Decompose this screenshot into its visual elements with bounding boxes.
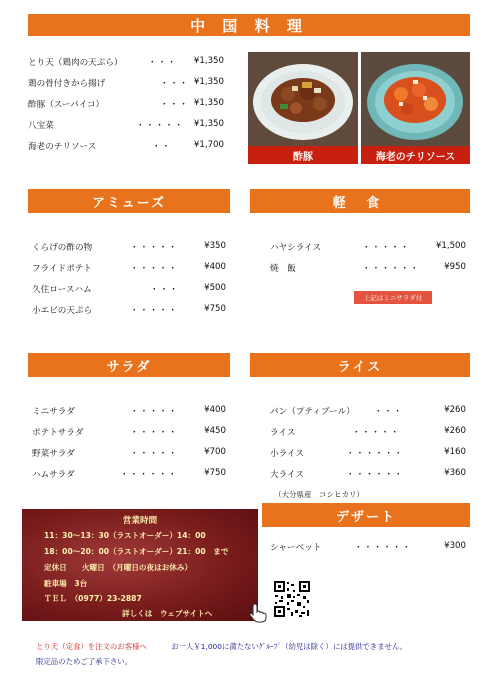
menu-item-dots: ・・・ (150, 285, 179, 295)
salad-header: サラダ (28, 353, 230, 377)
keishoku-note: 上記はミニサラダ付 (354, 291, 432, 304)
menu-item-price: ¥950 (444, 262, 466, 272)
footer-notice-rest: お一人￥1,000に満たないｸﾞﾙｰﾌﾟ（幼児は除く）には提供できません。 (171, 642, 408, 651)
rice-origin-note: （大分県産 コシヒカリ） (274, 490, 364, 499)
closed-days: 定休日 火曜日 （月曜日の夜はお休み） (44, 563, 193, 572)
menu-item-name: 焼 飯 (270, 264, 296, 274)
website-note: 詳しくは ウェブサイトへ (122, 609, 213, 618)
menu-item-dots: ・・・・・ (352, 428, 400, 438)
footer-line-1 (36, 641, 407, 652)
amuse-header: アミューズ (28, 189, 230, 213)
menu-item-name: 小ライス (270, 449, 305, 459)
photo-caption: 海老のチリソース (361, 146, 470, 164)
menu-item-price: ¥400 (204, 405, 226, 415)
menu-item-dots: ・・・・・ (130, 243, 178, 253)
menu-item-name: 酢豚（スーパイコ） (28, 100, 105, 110)
menu-item-dots: ・・・ (374, 407, 403, 417)
menu-item-name: くらげの酢の物 (32, 243, 93, 253)
menu-item-name: ライス (270, 428, 296, 438)
menu-item-price: ¥400 (204, 262, 226, 272)
menu-item-dots: ・・・・・ (136, 121, 184, 131)
menu-item-price: ¥750 (204, 468, 226, 478)
menu-item-price: ¥1,350 (193, 98, 224, 108)
menu-item-dots: ・・・・・ (130, 449, 178, 459)
menu-item-dots: ・・・・・ (130, 407, 178, 417)
dessert-header: デザート (262, 503, 470, 527)
menu-item-price: ¥500 (204, 283, 226, 293)
menu-item-name: 海老のチリソース (28, 142, 97, 152)
menu-item-name: 野菜サラダ (32, 449, 75, 459)
menu-item-price: ¥450 (204, 426, 226, 436)
menu-item-name: 久住ロースハム (32, 285, 92, 295)
menu-item-price: ¥350 (204, 241, 226, 251)
parking-info: 駐車場 3台 (44, 579, 88, 588)
menu-item-name: ポテトサラダ (32, 428, 84, 438)
menu-item-price: ¥300 (444, 541, 466, 551)
footer-line-2: 限定品のためご了承下さい。 (36, 657, 133, 666)
menu-item-name: 八宝菜 (28, 121, 54, 131)
menu-item-dots: ・・・・・ (130, 428, 178, 438)
keishoku-header: 軽 食 (250, 189, 470, 213)
menu-item-dots: ・・・・・・ (346, 470, 404, 480)
chuka-header: 中 国 料 理 (28, 14, 470, 36)
menu-item-name: シャーベット (270, 543, 322, 553)
footer-notice-red: とり天（定食）を注文のお客様へ (36, 642, 147, 651)
subuta-photo (248, 52, 358, 164)
menu-item-dots: ・・・・・ (362, 243, 410, 253)
menu-item-name: 小エビの天ぷら (32, 306, 93, 316)
dinner-hours: 18：00～20：00（ラストオーダー）21：00 まで (44, 547, 229, 556)
menu-item-name: ミニサラダ (32, 407, 75, 417)
photo-caption: 酢豚 (248, 146, 358, 164)
menu-item-price: ¥1,350 (193, 119, 224, 129)
menu-item-dots: ・・・・・ (130, 306, 178, 316)
menu-item-price: ¥1,500 (435, 241, 466, 251)
menu-item-name: ハムサラダ (32, 470, 75, 480)
menu-item-dots: ・・・・・・ (362, 264, 420, 274)
menu-item-price: ¥700 (204, 447, 226, 457)
business-hours-title: 営業時間 (122, 516, 158, 526)
menu-item-name: パン（プティブール） (270, 407, 355, 417)
menu-item-name: 鶏の骨付きから揚げ (28, 79, 106, 89)
menu-item-price: ¥260 (444, 405, 466, 415)
qr-code-icon[interactable] (273, 580, 311, 618)
menu-item-dots: ・・・・・・ (354, 543, 412, 553)
menu-item-price: ¥1,700 (193, 140, 224, 150)
menu-item-price: ¥1,350 (193, 56, 224, 66)
menu-item-price: ¥750 (204, 304, 226, 314)
menu-item-price: ¥160 (444, 447, 466, 457)
menu-item-price: ¥1,350 (193, 77, 224, 87)
menu-item-price: ¥360 (444, 468, 466, 478)
menu-item-name: ハヤシライス (270, 243, 322, 253)
business-info-panel (22, 509, 258, 621)
rice-header: ライス (250, 353, 470, 377)
menu-item-dots: ・・・・・・ (346, 449, 404, 459)
menu-item-name: フライドポテト (32, 264, 92, 274)
menu-item-dots: ・・・ (160, 100, 189, 110)
menu-item-dots: ・・ (152, 142, 172, 152)
tel-info: ＴＥＬ （0977）23-2887 (44, 594, 142, 603)
ebichili-photo (361, 52, 470, 164)
menu-item-dots: ・・・・・・ (120, 470, 178, 480)
lunch-hours: 11：30～13：30（ラストオーダー）14：00 (44, 531, 206, 540)
menu-item-dots: ・・・ (148, 58, 177, 68)
menu-item-dots: ・・・・・ (130, 264, 178, 274)
menu-item-dots: ・・・ (160, 79, 189, 89)
hand-pointer-icon (249, 603, 267, 623)
menu-item-name: とり天（鶏肉の天ぷら） (28, 58, 123, 68)
menu-item-name: 大ライス (270, 470, 305, 480)
menu-item-price: ¥260 (444, 426, 466, 436)
